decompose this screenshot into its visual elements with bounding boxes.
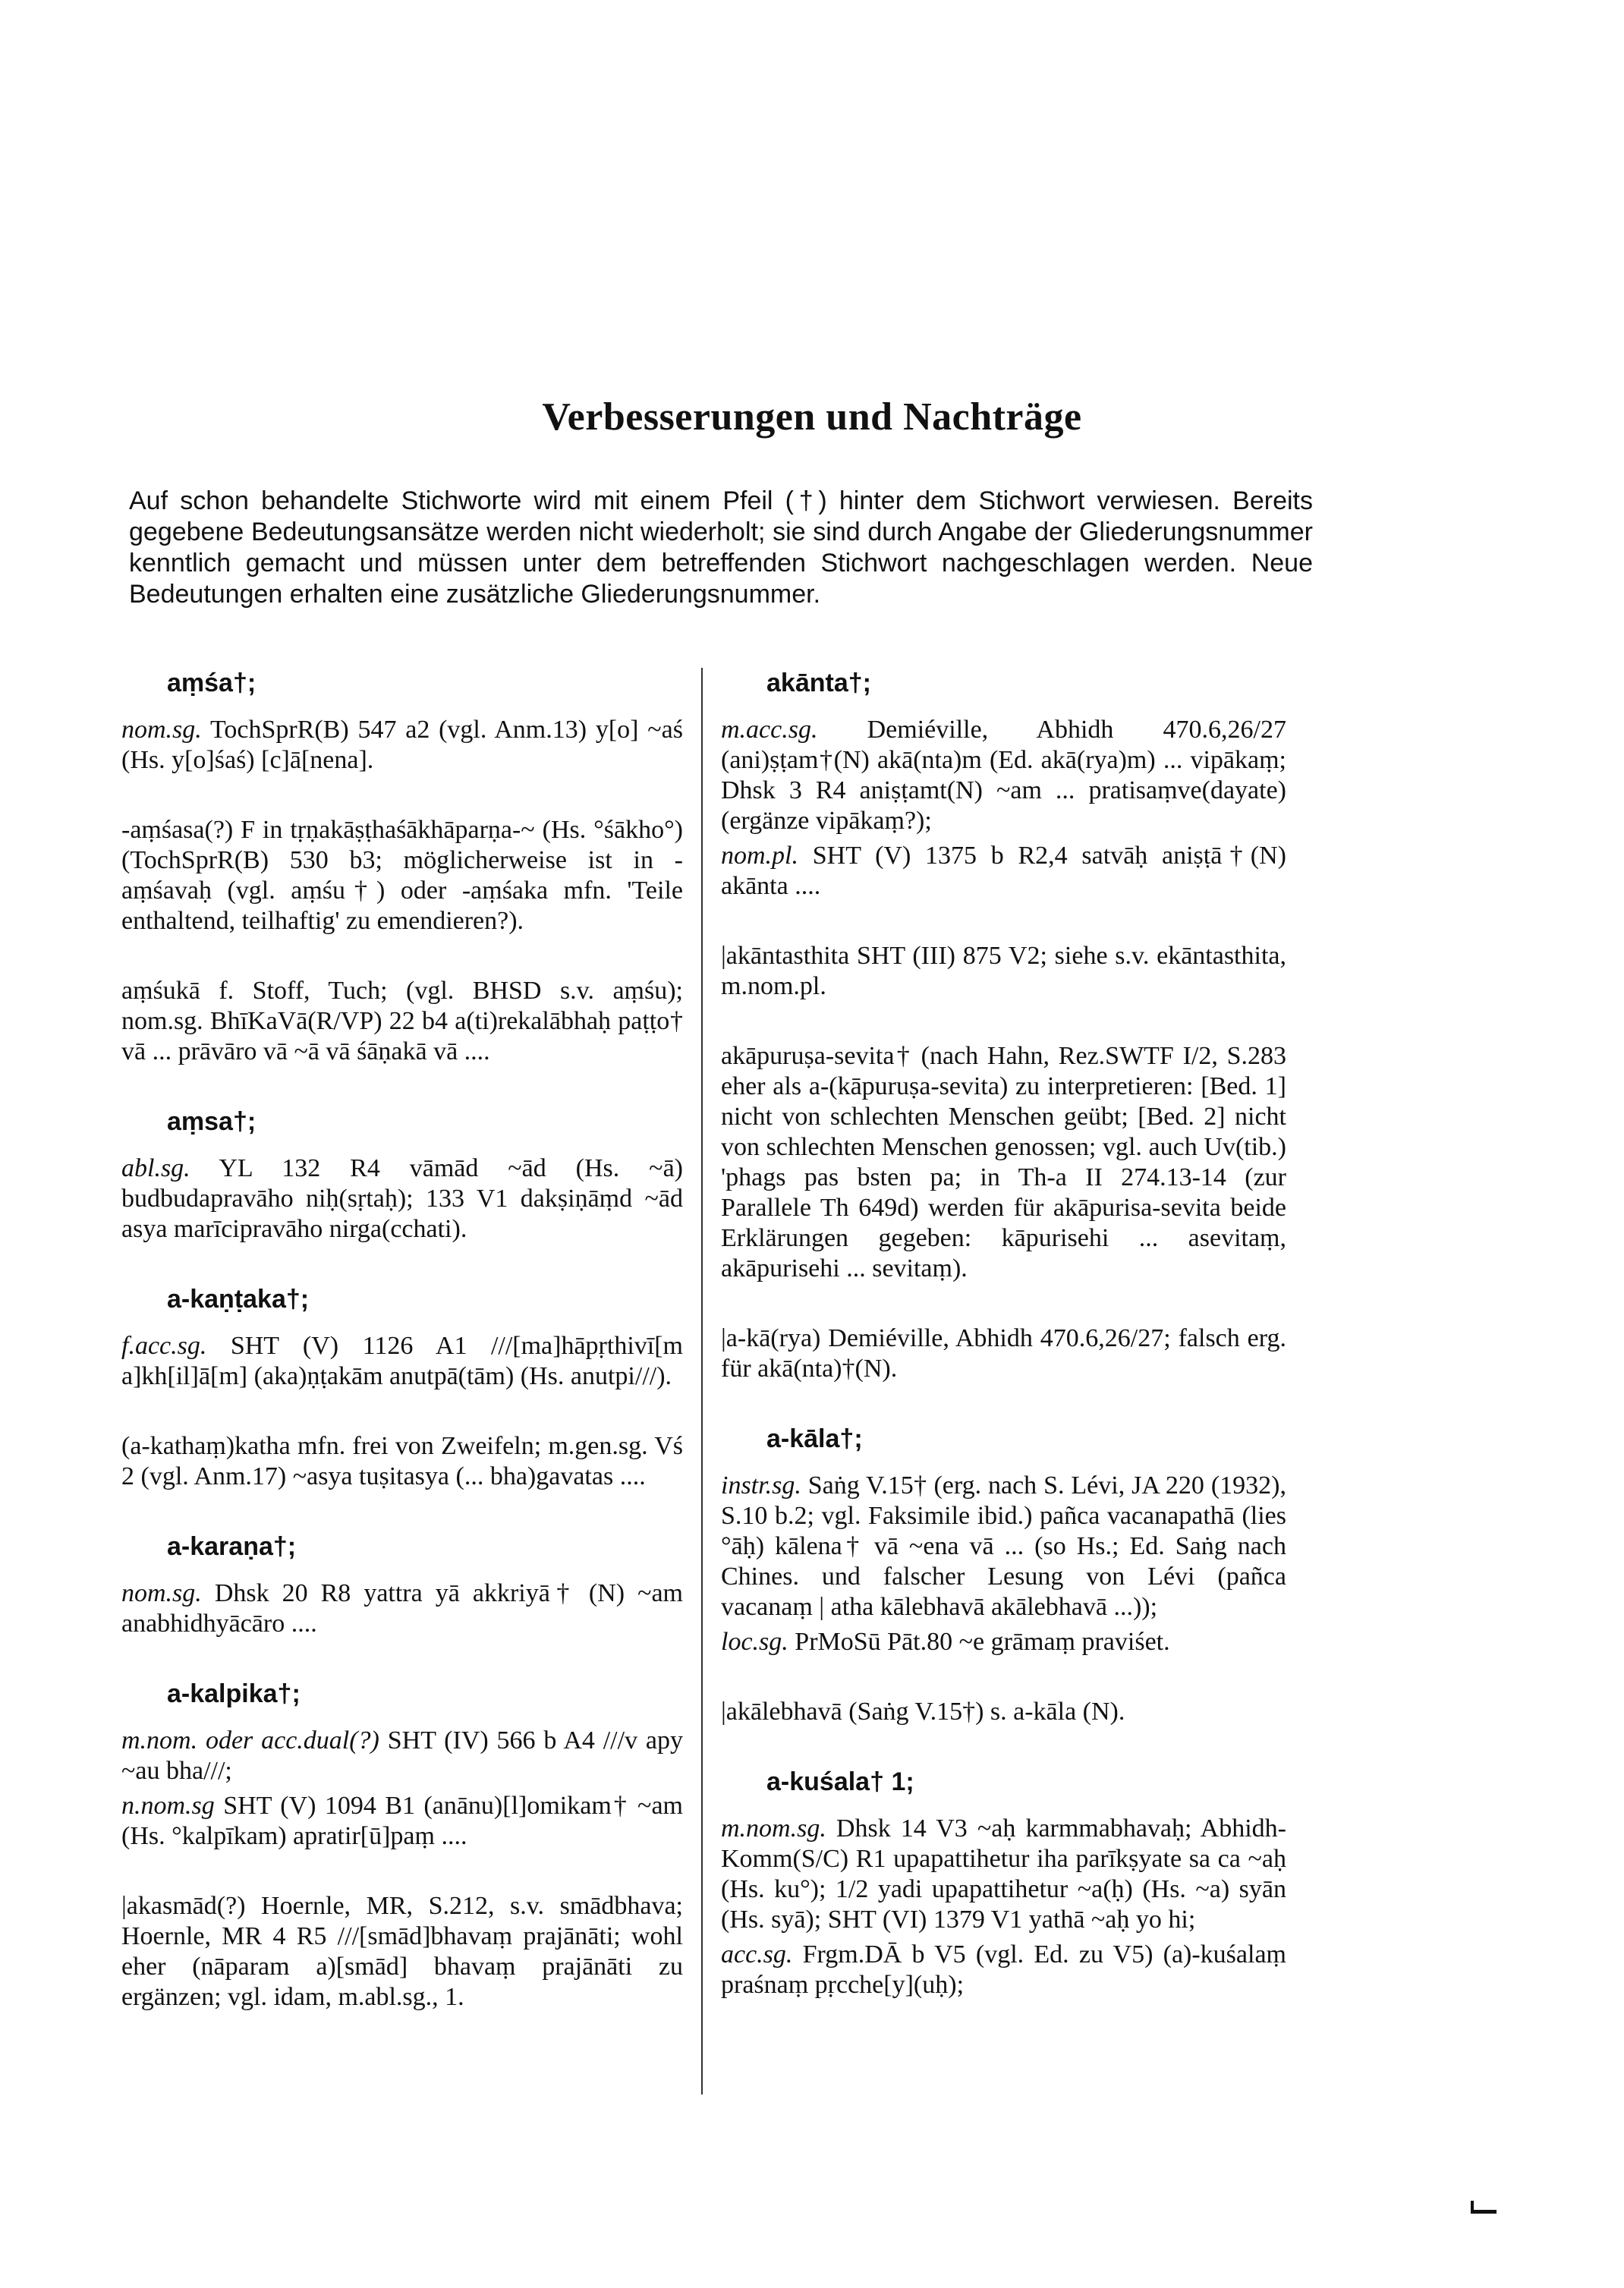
dictionary-entry	[121, 815, 683, 936]
grammatical-label: instr.sg.	[721, 1471, 801, 1500]
entry-line	[721, 1471, 1286, 1622]
grammatical-label: nom.pl.	[721, 842, 798, 870]
entry-text: Saṅg V.15† (erg. nach S. Lévi, JA 220 (1932), S.10 b.2; vgl. Faksimile ibid.) pañca vacanapathā (lies °āḥ) kālena† vā ~ena vā ... (so Hs.; Ed. Saṅg nach Chines. und falscher Lesung von Lévi (pañca vacanaṃ | atha kālebhavā akālebhavā ...));	[721, 1471, 1286, 1621]
grammatical-label: acc.sg.	[721, 1940, 793, 1969]
grammatical-label: loc.sg.	[721, 1628, 788, 1656]
entry-headword: akānta†;	[766, 669, 871, 697]
dictionary-entry	[121, 1679, 683, 1852]
grammatical-label: nom.sg.	[121, 1579, 202, 1607]
grammatical-label: m.acc.sg.	[721, 716, 818, 744]
grammatical-label: f.acc.sg.	[121, 1332, 207, 1360]
entry-line	[721, 1627, 1286, 1657]
entry-headword: a-kaṇṭaka†;	[167, 1285, 310, 1314]
entry-line	[121, 1578, 683, 1639]
dictionary-entry	[721, 941, 1286, 1002]
entry-text: |akālebhavā (Saṅg V.15†) s. a-kāla (N).	[721, 1698, 1125, 1726]
entry-line	[121, 715, 683, 776]
dictionary-entry	[721, 1041, 1286, 1284]
entry-headword: a-kāla†;	[766, 1424, 863, 1453]
page-mark-bar	[1472, 2210, 1497, 2214]
entry-line	[121, 1431, 683, 1492]
entry-text: |a-kā(rya) Demiéville, Abhidh 470.6,26/27; falsch erg. für akā(nta)†(N).	[721, 1324, 1286, 1383]
entry-line	[121, 1891, 683, 2013]
entry-text: SHT (V) 1094 B1 (anānu)[l]omikam† ~am (Hs. °kalpīkam) apratir[ū]paṃ ....	[121, 1792, 683, 1850]
entry-text: Frgm.DĀ b V5 (vgl. Ed. zu V5) (a)-kuśalaṃ praśnaṃ pṛcche[y](uḥ);	[721, 1940, 1286, 1999]
entry-headword: a-karaṇa†;	[167, 1532, 297, 1561]
entry-headword: a-kalpika†;	[167, 1679, 301, 1708]
column-divider	[701, 668, 703, 2094]
entry-line	[721, 1323, 1286, 1384]
entry-text: |akasmād(?) Hoernle, MR, S.212, s.v. smādbhava; Hoernle, MR 4 R5 ///[smād]bhavaṃ prajānāti; wohl eher (nāparam a)[smād] bhavaṃ prajānāti zu ergänzen; vgl. idam, m.abl.sg., 1.	[121, 1892, 683, 2011]
entry-line	[121, 1726, 683, 1786]
grammatical-label: n.nom.sg	[121, 1792, 215, 1820]
entry-text: akāpuruṣa-sevita† (nach Hahn, Rez.SWTF I/2, S.283 eher als a-(kāpuruṣa-sevita) zu interpretieren: [Bed. 1] nicht von schlechten Menschen geübt; [Bed. 2] nicht von schlechten Menschen genossen; vgl. auch Uv(tib.) 'phags pas bsten pa; in Th-a II 274.13-14 (zur Parallele Th 649d) werden für akāpurisa-sevita beide Erklärungen gegeben: kāpurisehi ... asevitaṃ, akāpurisehi ... sevitaṃ).	[721, 1042, 1286, 1282]
grammatical-label: m.nom. oder acc.dual(?)	[121, 1726, 379, 1755]
left-column	[121, 668, 683, 2052]
entry-line	[721, 841, 1286, 902]
entry-line	[721, 715, 1286, 836]
entry-line	[121, 1331, 683, 1392]
entry-line	[121, 1791, 683, 1852]
entry-line	[121, 815, 683, 936]
grammatical-label: abl.sg.	[121, 1154, 190, 1182]
entry-headword: a-kuśala† 1;	[766, 1767, 914, 1796]
entry-line	[721, 941, 1286, 1002]
entry-text: |akāntasthita SHT (III) 875 V2; siehe s.v. ekāntasthita, m.nom.pl.	[721, 942, 1286, 1000]
entry-line	[721, 1940, 1286, 2000]
entry-text: Dhsk 20 R8 yattra yā akkriyā† (N) ~am anabhidhyācāro ....	[121, 1579, 683, 1638]
dictionary-entry	[721, 1323, 1286, 1384]
entry-text: SHT (V) 1126 A1 ///[ma]hāpṛthivī[m a]kh[il]ā[m] (aka)ṇṭakām anutpā(tām) (Hs. anutpi///).	[121, 1332, 683, 1390]
entry-text: YL 132 R4 vāmād ~ād (Hs. ~ā) budbudapravāho niḥ(sṛtaḥ); 133 V1 dakṣiṇāṃd ~ād asya marīcipravāho nirga(cchati).	[121, 1154, 683, 1243]
entry-headword: aṃsa†;	[167, 1107, 257, 1136]
dictionary-entry	[121, 1106, 683, 1245]
dictionary-entry	[121, 1284, 683, 1392]
entry-line	[721, 1814, 1286, 1935]
entry-line	[721, 1697, 1286, 1727]
grammatical-label: m.nom.sg.	[721, 1814, 826, 1843]
entry-text: SHT (V) 1375 b R2,4 satvāḥ aniṣṭā†(N) akānta ....	[721, 842, 1286, 900]
entry-text: aṃśukā f. Stoff, Tuch; (vgl. BHSD s.v. aṃśu); nom.sg. BhīKaVā(R/VP) 22 b4 a(ti)rekalābhaḥ paṭṭo† vā ... prāvāro vā ~ā vā śāṇakā vā ....	[121, 977, 683, 1065]
dictionary-entry	[121, 976, 683, 1067]
dictionary-entry	[121, 1431, 683, 1492]
dictionary-entry	[721, 668, 1286, 902]
entry-line	[121, 976, 683, 1067]
dictionary-entry	[721, 1697, 1286, 1727]
entry-text: PrMoSū Pāt.80 ~e grāmaṃ praviśet.	[788, 1628, 1170, 1656]
entry-text: Dhsk 14 V3 ~aḥ karmmabhavaḥ; Abhidh-Komm(S/C) R1 upapattihetur iha parīkṣyate sa ca ~aḥ (Hs. ku°); 1/2 yadi upapattihetur ~a(ḥ) (Hs. ~a) syān (Hs. syā); SHT (VI) 1379 V1 yathā ~aḥ yo hi;	[721, 1814, 1286, 1934]
entry-headword: aṃśa†;	[167, 669, 257, 697]
entry-text: TochSprR(B) 547 a2 (vgl. Anm.13) y[o] ~aś (Hs. y[o]śaś) [c]ā[nena].	[121, 716, 683, 774]
dictionary-entry	[121, 1531, 683, 1639]
entry-line	[121, 1153, 683, 1245]
dictionary-entry	[121, 668, 683, 776]
dictionary-entry	[721, 1424, 1286, 1657]
entry-text: SHT (IV) 566 b A4 ///v apy ~au bha///;	[121, 1726, 684, 1785]
right-column	[721, 668, 1286, 2040]
grammatical-label: nom.sg.	[121, 716, 202, 744]
entry-line	[721, 1041, 1286, 1284]
dictionary-entry	[121, 1891, 683, 2013]
dictionary-entry	[721, 1767, 1286, 2000]
entry-text: Demiéville, Abhidh 470.6,26/27 (ani)ṣṭam†(N) akā(nta)m (Ed. akā(rya)m) ... vipākaṃ; Dhsk 3 R4 aniṣṭamt(N) ~am ... pratisaṃve(dayate) (ergänze vipākaṃ?);	[721, 716, 1286, 835]
page-title: Verbesserungen und Nachträge	[542, 395, 1082, 439]
intro-paragraph: Auf schon behandelte Stichworte wird mit einem Pfeil (†) hinter dem Stichwort verwiesen. Bereits gegebene Bedeutungsansätze werden nicht wiederholt; sie sind durch Angabe der Gliederungsnummer kenntlich gemacht und müssen unter dem betreffenden Stichwort nachgeschlagen werden. Neue Bedeutungen erhalten eine zusätzliche Gliederungsnummer.	[129, 486, 1313, 609]
entry-text: -aṃśasa(?) F in tṛṇakāṣṭhaśākhāparṇa-~ (Hs. °śākho°) (TochSprR(B) 530 b3; möglicherweise ist in -aṃśavaḥ (vgl. aṃśu†) oder -aṃśaka mfn. 'Teile enthaltend, teilhaftig' zu emendieren?).	[121, 816, 683, 935]
entry-text: (a-kathaṃ)katha mfn. frei von Zweifeln; m.gen.sg. Vś 2 (vgl. Anm.17) ~asya tuṣitasya (... bha)gavatas ....	[121, 1432, 683, 1490]
